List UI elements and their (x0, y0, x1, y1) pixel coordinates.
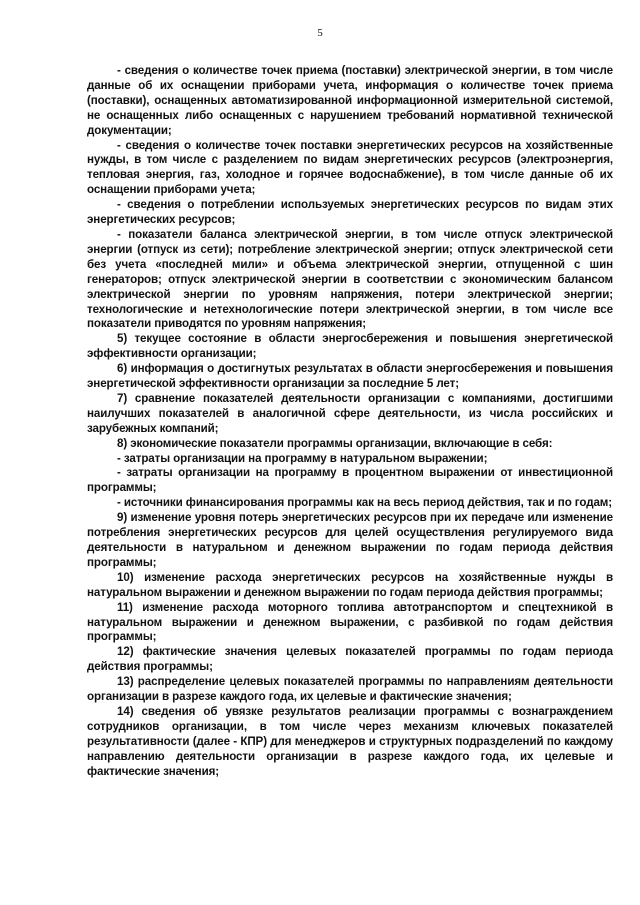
paragraph: - сведения о потреблении используемых энергетических ресурсов по видам этих энергетических ресурсов; (87, 198, 613, 227)
paragraph: 10) изменение расхода энергетических ресурсов на хозяйственные нужды в натуральном выражении и денежном выражении по годам периода действия программы; (87, 570, 613, 599)
paragraph: 12) фактические значения целевых показателей программы по годам периода действия программы; (87, 645, 613, 674)
paragraph: - сведения о количестве точек поставки энергетических ресурсов на хозяйственные нужды, в том числе с разделением по видам энергетических ресурсов (электроэнергия, тепловая энергия, газ, холодное и горячее водоснабжение), в том числе данные об их оснащении приборами учета; (87, 138, 613, 197)
paragraph: - источники финансирования программы как на весь период действия, так и по годам; (117, 496, 613, 510)
paragraph: - затраты организации на программу в процентном выражении от инвестиционной программы; (87, 466, 613, 495)
paragraph: 7) сравнение показателей деятельности организации с компаниями, достигшими наилучших показателей в аналогичной сфере деятельности, из числа российских и зарубежных компаний; (87, 391, 613, 435)
paragraph: 5) текущее состояние в области энергосбережения и повышения энергетической эффективности организации; (87, 332, 613, 361)
paragraph: - затраты организации на программу в натуральном выражении; (117, 451, 488, 465)
paragraph: 13) распределение целевых показателей программы по направлениям деятельности организации в разрезе каждого года, их целевые и фактические значения; (87, 675, 613, 704)
paragraph: 14) сведения об увязке результатов реализации программы с вознаграждением сотрудников организации, в том числе через механизм ключевых показателей результативности (далее - КПР) для менеджеров и структурных подразделений по каждому направлению деятельности организации в разрезе каждого года, их целевые и фактические значения; (87, 704, 613, 778)
paragraph: 8) экономические показатели программы организации, включающие в себя: (117, 436, 553, 450)
paragraph: 6) информация о достигнутых результатах в области энергосбережения и повышения энергетической эффективности организации за последние 5 лет; (87, 362, 613, 391)
paragraph: 9) изменение уровня потерь энергетических ресурсов при их передаче или изменение потребления энергетических ресурсов для целей осуществления регулируемого вида деятельности в натуральном и денежном выражении по годам периода действия программы; (87, 511, 613, 569)
paragraph: - сведения о количестве точек приема (поставки) электрической энергии, в том числе данные об их оснащении приборами учета, информация о количестве точек приема (поставки), оснащенных автоматизированной информационной измерительной системой, не оснащенных либо оснащенных с нарушением требований нормативной технической документации; (87, 64, 613, 137)
body-text (87, 64, 613, 780)
paragraph: 11) изменение расхода моторного топлива автотранспортом и спецтехникой в натуральном выражении и денежном выражении, с разбивкой по годам действия программы; (87, 600, 613, 644)
page-number: 5 (317, 27, 323, 39)
paragraph: - показатели баланса электрической энергии, в том числе отпуск электрической энергии (отпуск из сети); потребление электрической энергии; отпуск электрической сети без учета «последней мили» и объема электрической энергии, отпущенной с шин генераторов; отпуск электрической энергии в соответствии с экономическим балансом электрической энергии по уровням напряжения, потери электрической энергии; технологические и нетехнологические потери электрической энергии, в том числе все показатели приводятся по уровням напряжения; (87, 227, 613, 331)
